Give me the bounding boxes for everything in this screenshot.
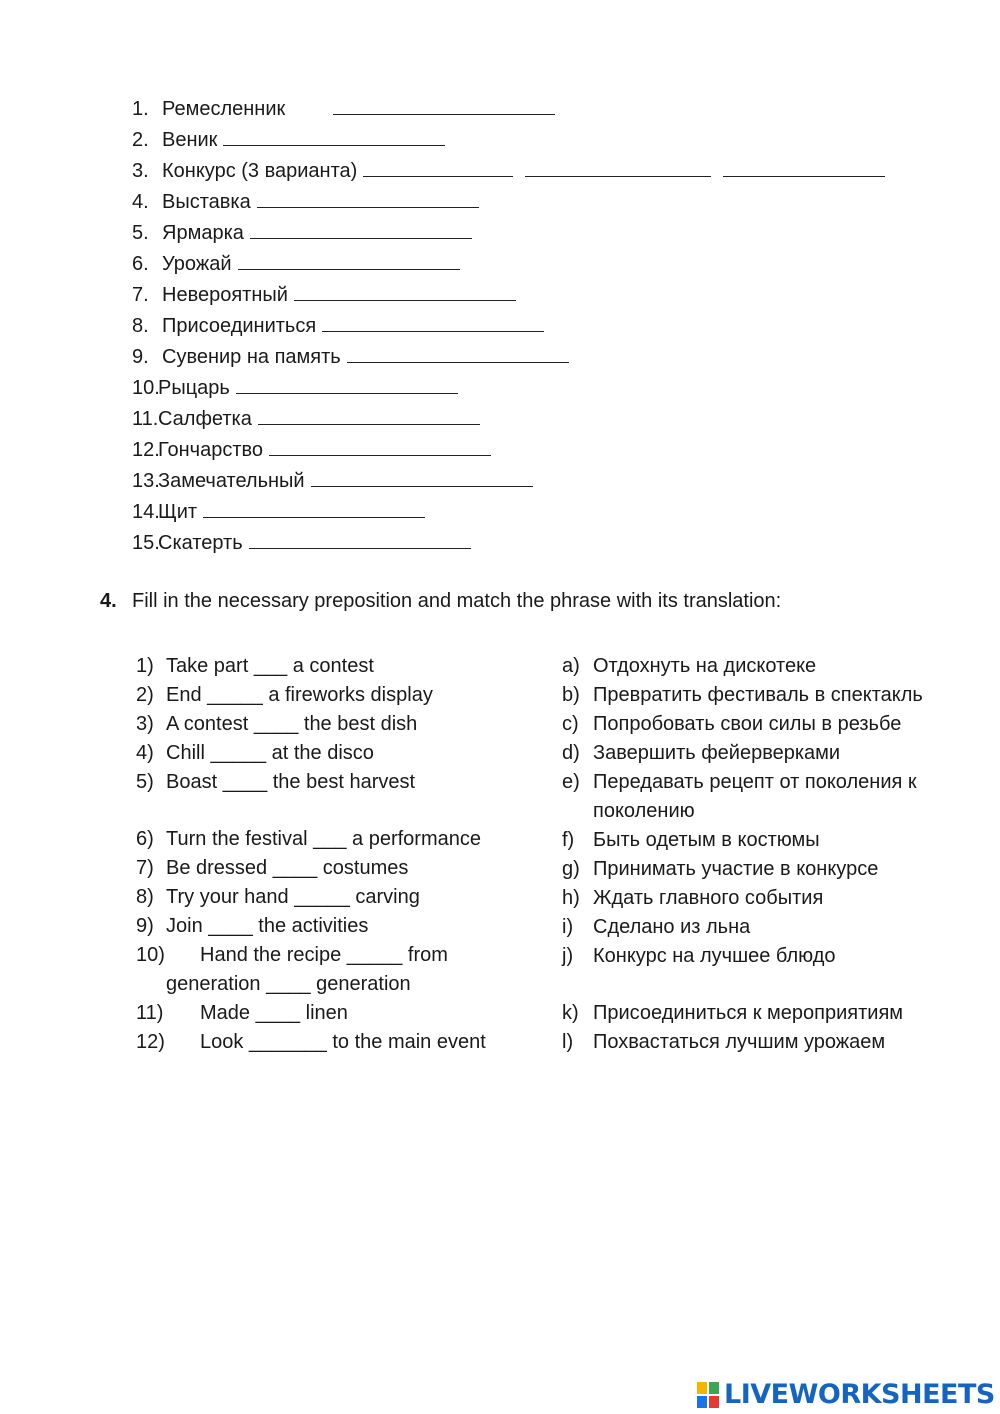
- answer-blank[interactable]: [250, 220, 472, 239]
- translation-text: Присоединиться к мероприятиям: [593, 1002, 904, 1024]
- task-number: 4.: [100, 590, 117, 612]
- answer-blank[interactable]: [203, 499, 425, 518]
- vocab-item: [132, 497, 885, 528]
- answer-blank[interactable]: [347, 344, 569, 363]
- answer-blank[interactable]: [269, 437, 491, 456]
- phrase-number: 12): [136, 1031, 165, 1053]
- phrase-number: 1): [136, 655, 154, 677]
- phrase-text: Look _______ to the main event: [200, 1031, 486, 1053]
- translation-letter: e): [562, 771, 580, 793]
- translation-letter: c): [562, 713, 579, 735]
- vocab-item: [132, 280, 885, 311]
- translation-letter: h): [562, 887, 580, 909]
- translation-text: Ждать главного события: [593, 887, 824, 909]
- translation-item[interactable]: [562, 739, 962, 768]
- phrase-text: Take part ___ a contest: [166, 655, 374, 677]
- vocab-number: 4.: [132, 191, 149, 213]
- translation-text: Принимать участие в конкурсе: [593, 858, 879, 880]
- phrase-text: Be dressed ____ costumes: [166, 857, 409, 879]
- phrase-number: 7): [136, 857, 154, 879]
- vocab-number: 14.: [132, 501, 160, 523]
- phrase-item[interactable]: [136, 883, 536, 912]
- vocab-item: [132, 187, 885, 218]
- vocab-item: [132, 404, 885, 435]
- answer-blank[interactable]: [223, 127, 445, 146]
- translation-item[interactable]: [562, 768, 962, 826]
- translation-letter: g): [562, 858, 580, 880]
- liveworksheets-logo-icon: [697, 1380, 721, 1408]
- phrase-item[interactable]: [136, 710, 536, 739]
- answer-blank[interactable]: [257, 189, 479, 208]
- vocab-item: [132, 156, 885, 187]
- vocab-item: [132, 435, 885, 466]
- translation-text: Отдохнуть на дискотеке: [593, 655, 817, 677]
- vocab-item: [132, 311, 885, 342]
- phrase-text: Boast ____ the best harvest: [166, 771, 416, 793]
- phrase-number: 2): [136, 684, 154, 706]
- phrase-text: Turn the festival ___ a performance: [166, 828, 481, 850]
- answer-blank[interactable]: [294, 282, 516, 301]
- vocab-number: 2.: [132, 129, 149, 151]
- vocab-item: [132, 342, 885, 373]
- phrase-item[interactable]: [136, 652, 536, 681]
- vocab-number: 5.: [132, 222, 149, 244]
- translation-item[interactable]: [562, 652, 962, 681]
- vocab-number: 12.: [132, 439, 160, 461]
- answer-blank[interactable]: [333, 96, 555, 115]
- translation-item[interactable]: [562, 942, 962, 971]
- vocab-word: Веник: [162, 129, 218, 151]
- phrase-number: 5): [136, 771, 154, 793]
- vocab-number: 9.: [132, 346, 149, 368]
- phrase-text-continued: generation ____ generation: [166, 973, 411, 995]
- phrase-item[interactable]: [136, 681, 536, 710]
- vocab-item: [132, 466, 885, 497]
- vocab-number: 3.: [132, 160, 149, 182]
- phrase-text: A contest ____ the best dish: [166, 713, 418, 735]
- vocab-word: Сувенир на память: [162, 346, 341, 368]
- vocab-word: Замечательный: [158, 470, 305, 492]
- vocab-number: 15.: [132, 532, 160, 554]
- vocab-word: Урожай: [162, 253, 232, 275]
- vocab-number: 6.: [132, 253, 149, 275]
- translation-letter: k): [562, 1002, 579, 1024]
- answer-blank[interactable]: [363, 158, 513, 177]
- phrase-text: Hand the recipe _____ from: [200, 944, 448, 966]
- answer-blank[interactable]: [236, 375, 458, 394]
- answer-blank[interactable]: [249, 530, 471, 549]
- translation-item[interactable]: [562, 913, 962, 942]
- phrase-number: 8): [136, 886, 154, 908]
- vocab-item: [132, 125, 885, 156]
- vocab-number: 8.: [132, 315, 149, 337]
- vocab-item: [132, 94, 885, 125]
- task-heading: [100, 590, 781, 613]
- translation-item[interactable]: [562, 710, 962, 739]
- vocab-item: [132, 218, 885, 249]
- answer-blank[interactable]: [258, 406, 480, 425]
- vocab-word: Невероятный: [162, 284, 288, 306]
- task-instruction: Fill in the necessary preposition and match the phrase with its translation:: [132, 590, 782, 612]
- phrase-item[interactable]: [136, 825, 536, 854]
- answer-blank[interactable]: [311, 468, 533, 487]
- logo-text: LIVEWORKSHEETS: [724, 1378, 995, 1410]
- vocab-word: Выставка: [162, 191, 251, 213]
- translation-list: [562, 652, 962, 1057]
- vocab-word: Салфетка: [158, 408, 252, 430]
- vocab-word: Скатерть: [158, 532, 243, 554]
- answer-blank[interactable]: [322, 313, 544, 332]
- vocab-number: 13.: [132, 470, 160, 492]
- translation-letter: a): [562, 655, 580, 677]
- liveworksheets-logo[interactable]: [697, 1374, 995, 1414]
- translation-text: Быть одетым в костюмы: [593, 829, 820, 851]
- vocab-item: [132, 528, 885, 559]
- translation-item[interactable]: [562, 826, 962, 855]
- phrase-item[interactable]: [136, 912, 536, 941]
- vocab-number: 1.: [132, 98, 149, 120]
- translation-letter: f): [562, 829, 575, 851]
- phrase-number: 9): [136, 915, 154, 937]
- translation-letter: b): [562, 684, 580, 706]
- vocab-word: Гончарство: [158, 439, 264, 461]
- vocab-word: Присоединиться: [162, 315, 317, 337]
- translation-letter: j): [562, 945, 574, 967]
- vocab-item: [132, 373, 885, 404]
- vocab-word: Конкурс (3 варианта): [162, 160, 358, 182]
- translation-letter: l): [562, 1031, 574, 1053]
- answer-blank[interactable]: [238, 251, 460, 270]
- vocab-word: Ярмарка: [162, 222, 244, 244]
- phrase-item[interactable]: [136, 768, 536, 797]
- phrase-number: 10): [136, 944, 165, 966]
- translation-text: Конкурс на лучшее блюдо: [593, 945, 836, 967]
- translation-item[interactable]: [562, 884, 962, 913]
- phrase-number: 4): [136, 742, 154, 764]
- phrase-item[interactable]: [136, 739, 536, 768]
- translation-item[interactable]: [562, 999, 962, 1028]
- translation-text: Завершить фейерверками: [593, 742, 841, 764]
- translation-text: Сделано из льна: [593, 916, 751, 938]
- translation-text: Передавать рецепт от поколения к поколению: [593, 771, 917, 822]
- translation-text: Похвастаться лучшим урожаем: [593, 1031, 886, 1053]
- translation-text: Превратить фестиваль в спектакль: [593, 684, 923, 706]
- translation-letter: i): [562, 916, 574, 938]
- vocab-number: 10.: [132, 377, 160, 399]
- translation-item[interactable]: [562, 681, 962, 710]
- phrase-text: Join ____ the activities: [166, 915, 369, 937]
- phrase-number: 11): [136, 1002, 164, 1024]
- translation-letter: d): [562, 742, 580, 764]
- vocab-number: 11.: [132, 408, 159, 430]
- phrase-item[interactable]: [136, 1028, 536, 1057]
- phrase-text: End _____ a fireworks display: [166, 684, 433, 706]
- vocab-word: Щит: [158, 501, 198, 523]
- vocab-word: Рыцарь: [158, 377, 230, 399]
- phrase-text: Try your hand _____ carving: [166, 886, 420, 908]
- translation-item[interactable]: [562, 855, 962, 884]
- translation-item[interactable]: [562, 1028, 962, 1057]
- answer-blank[interactable]: [525, 158, 711, 177]
- phrase-text: Chill _____ at the disco: [166, 742, 374, 764]
- phrase-number: 6): [136, 828, 154, 850]
- phrase-item[interactable]: [136, 999, 536, 1028]
- phrase-text: Made ____ linen: [200, 1002, 348, 1024]
- phrase-list: [136, 652, 536, 1057]
- vocab-word: Ремесленник: [162, 98, 286, 120]
- phrase-number: 3): [136, 713, 154, 735]
- translation-text: Попробовать свои силы в резьбе: [593, 713, 902, 735]
- vocab-number: 7.: [132, 284, 149, 306]
- phrase-item[interactable]: [136, 854, 536, 883]
- answer-blank[interactable]: [723, 158, 885, 177]
- phrase-item[interactable]: [136, 941, 536, 999]
- vocabulary-list: [132, 94, 885, 559]
- vocab-item: [132, 249, 885, 280]
